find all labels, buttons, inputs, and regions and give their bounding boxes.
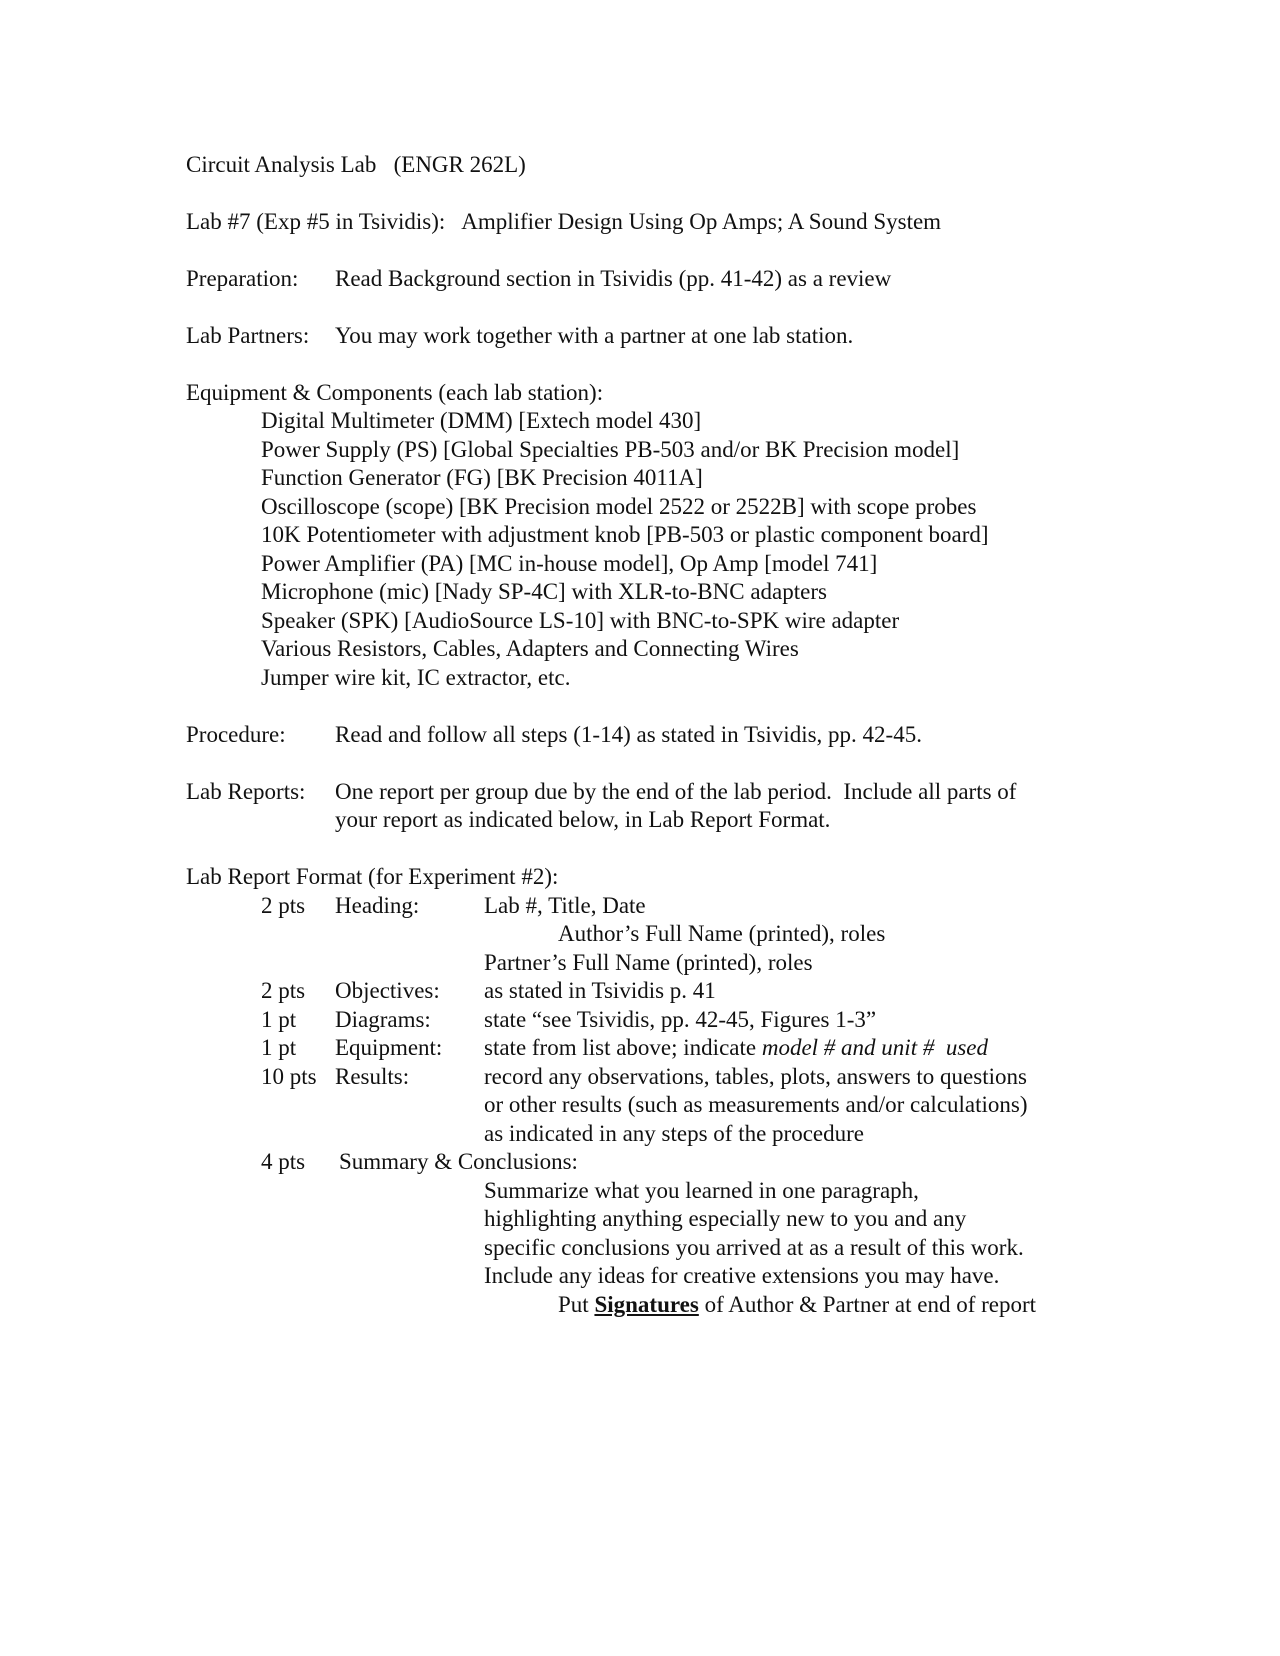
equipment-item: Microphone (mic) [Nady SP-4C] with XLR-to-BNC adapters — [261, 579, 827, 604]
reports-label: Lab Reports: — [186, 779, 306, 804]
preparation-label: Preparation: — [186, 266, 299, 291]
summary-text-line2: highlighting anything especially new to you and any — [484, 1206, 967, 1231]
heading-text-line1: Lab #, Title, Date — [484, 893, 646, 918]
reports-text-line1: One report per group due by the end of the lab period. Include all parts of — [335, 779, 1017, 804]
results-text-line3: as indicated in any steps of the procedure — [484, 1121, 865, 1146]
equipment-text — [484, 1034, 988, 1062]
results-text-line1: record any observations, tables, plots, answers to questions — [484, 1064, 1027, 1089]
partners-label: Lab Partners: — [186, 323, 310, 348]
objectives-points: 2 pts — [261, 978, 306, 1003]
results-text-line2: or other results (such as measurements and/or calculations) — [484, 1092, 1028, 1117]
signature-prefix: Put — [558, 1292, 595, 1317]
equipment-item: Oscilloscope (scope) [BK Precision model 2522 or 2522B] with scope probes — [261, 494, 977, 519]
heading-text-line3: Partner’s Full Name (printed), roles — [484, 950, 813, 975]
objectives-text: as stated in Tsividis p. 41 — [484, 978, 716, 1003]
equipment-item: Speaker (SPK) [AudioSource LS-10] with BNC-to-SPK wire adapter — [261, 608, 900, 633]
heading-points: 2 pts — [261, 893, 306, 918]
equipment-item: Various Resistors, Cables, Adapters and Connecting Wires — [261, 636, 799, 661]
heading-label: Heading: — [335, 893, 420, 918]
equipment-item: Digital Multimeter (DMM) [Extech model 430] — [261, 408, 702, 433]
lab-title: Lab #7 (Exp #5 in Tsividis): Amplifier Design Using Op Amps; A Sound System — [186, 209, 942, 234]
summary-label: Summary & Conclusions: — [339, 1149, 578, 1174]
summary-text-line3: specific conclusions you arrived at as a result of this work. — [484, 1235, 1024, 1260]
diagrams-points: 1 pt — [261, 1007, 297, 1032]
equipment-item: Jumper wire kit, IC extractor, etc. — [261, 665, 571, 690]
equipment-points: 1 pt — [261, 1035, 297, 1060]
diagrams-label: Diagrams: — [335, 1007, 431, 1032]
results-label: Results: — [335, 1064, 410, 1089]
signatures-word: Signatures — [594, 1292, 699, 1317]
equipment-heading: Equipment & Components (each lab station): — [186, 380, 604, 405]
equipment-item: Function Generator (FG) [BK Precision 4011A] — [261, 465, 703, 490]
procedure-label: Procedure: — [186, 722, 286, 747]
equipment-text-plain: state from list above; indicate — [484, 1035, 762, 1060]
summary-text-line4: Include any ideas for creative extensions you may have. — [484, 1263, 1000, 1288]
equipment-item: Power Amplifier (PA) [MC in-house model], Op Amp [model 741] — [261, 551, 878, 576]
equipment-label: Equipment: — [335, 1035, 443, 1060]
signature-instruction — [558, 1291, 1036, 1319]
procedure-text: Read and follow all steps (1-14) as stated in Tsividis, pp. 42-45. — [335, 722, 922, 747]
equipment-text-italic: model # and unit # used — [761, 1035, 988, 1060]
equipment-item: 10K Potentiometer with adjustment knob [PB-503 or plastic component board] — [261, 522, 989, 547]
diagrams-text: state “see Tsividis, pp. 42-45, Figures 1-3” — [484, 1007, 877, 1032]
summary-points: 4 pts — [261, 1149, 306, 1174]
results-points: 10 pts — [261, 1064, 317, 1089]
partners-text: You may work together with a partner at one lab station. — [335, 323, 854, 348]
course-title: Circuit Analysis Lab (ENGR 262L) — [186, 152, 526, 177]
objectives-label: Objectives: — [335, 978, 440, 1003]
format-heading: Lab Report Format (for Experiment #2): — [186, 864, 559, 889]
preparation-text: Read Background section in Tsividis (pp. 41-42) as a review — [335, 266, 892, 291]
reports-text-line2: your report as indicated below, in Lab Report Format. — [335, 807, 831, 832]
heading-text-line2: Author’s Full Name (printed), roles — [558, 921, 886, 946]
signature-suffix: of Author & Partner at end of report — [698, 1292, 1037, 1317]
summary-text-line1: Summarize what you learned in one paragraph, — [484, 1178, 919, 1203]
equipment-item: Power Supply (PS) [Global Specialties PB-503 and/or BK Precision model] — [261, 437, 960, 462]
